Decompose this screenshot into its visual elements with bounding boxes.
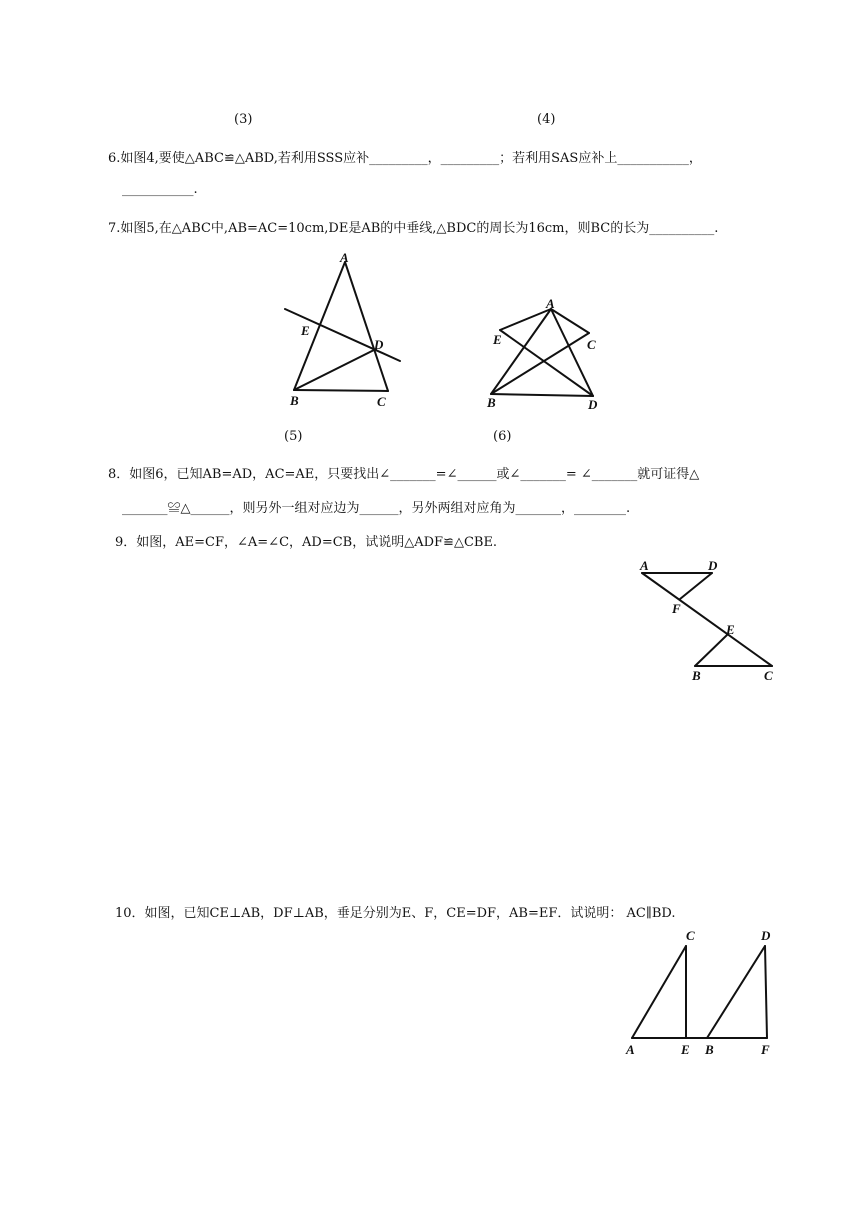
fig9-point-a: A: [640, 558, 649, 573]
fig6-segment-bd: [491, 394, 593, 396]
fig9-segment-df: [680, 573, 712, 599]
figure-5-label: (5): [284, 429, 303, 444]
question-8-line-2: _______≌△______，则另外一组对应边为______，另外两组对应角为_______，________.: [122, 501, 631, 516]
fig5-point-e: E: [301, 323, 310, 338]
fig5-point-c: C: [377, 394, 386, 409]
question-9-line-1: 9．如图，AE=CF，∠A=∠C，AD=CB，试说明△ADF≌△CBE.: [115, 535, 498, 550]
fig6-point-b: B: [487, 395, 496, 410]
figure-3-label: (3): [234, 112, 253, 127]
figure-5-diagram: [270, 248, 410, 418]
question-6-line-2: ___________.: [122, 182, 198, 197]
fig5-segment-bd: [294, 349, 376, 390]
fig10-segment-df: [765, 946, 767, 1038]
fig10-point-a: A: [626, 1042, 635, 1057]
fig6-point-d: D: [588, 397, 598, 412]
fig10-segment-bd: [707, 946, 765, 1038]
fig5-point-b: B: [290, 393, 299, 408]
figure-6-diagram: [480, 292, 610, 416]
question-7-line-1: 7.如图5,在△ABC中,AB=AC=10cm,DE是AB的中垂线,△BDC的周长为16cm，则BC的长为__________.: [108, 221, 719, 236]
fig10-segment-ac: [632, 946, 686, 1038]
fig6-point-a: A: [546, 296, 555, 311]
figure-10-diagram: [620, 926, 785, 1060]
fig5-point-d: D: [374, 337, 384, 352]
fig9-point-e: E: [726, 622, 735, 637]
fig10-point-c: C: [686, 928, 695, 943]
fig10-point-d: D: [761, 928, 771, 943]
figure-4-label: (4): [537, 112, 556, 127]
question-10-line-1: 10．如图，已知CE⊥AB，DF⊥AB，垂足分别为E、F，CE=DF，AB=EF．试说明： AC∥BD.: [115, 906, 676, 921]
fig6-point-e: E: [493, 332, 502, 347]
fig9-point-f: F: [672, 601, 681, 616]
fig10-point-f: F: [761, 1042, 770, 1057]
fig9-point-c: C: [764, 668, 773, 683]
figure-9-diagram: [630, 556, 780, 686]
fig6-segment-cb: [491, 333, 589, 394]
question-6-line-1: 6.如图4,要使△ABC≌△ABD,若利用SSS应补_________，_________；若利用SAS应补上___________，: [108, 151, 702, 166]
fig9-segment-eb: [695, 635, 727, 666]
fig9-point-d: D: [708, 558, 718, 573]
fig10-point-b: B: [705, 1042, 714, 1057]
fig5-segment-ac: [345, 262, 388, 391]
fig9-point-b: B: [692, 668, 701, 683]
fig10-point-e: E: [681, 1042, 690, 1057]
fig9-segment-ac: [642, 573, 772, 666]
figure-6-label: (6): [493, 429, 512, 444]
fig6-point-c: C: [587, 337, 596, 352]
fig5-point-a: A: [340, 250, 349, 265]
fig5-segment-bc: [294, 390, 388, 391]
question-8-line-1: 8．如图6，已知AB=AD，AC=AE，只要找出∠_______=∠______或∠_______= ∠_______就可证得△: [108, 467, 700, 482]
